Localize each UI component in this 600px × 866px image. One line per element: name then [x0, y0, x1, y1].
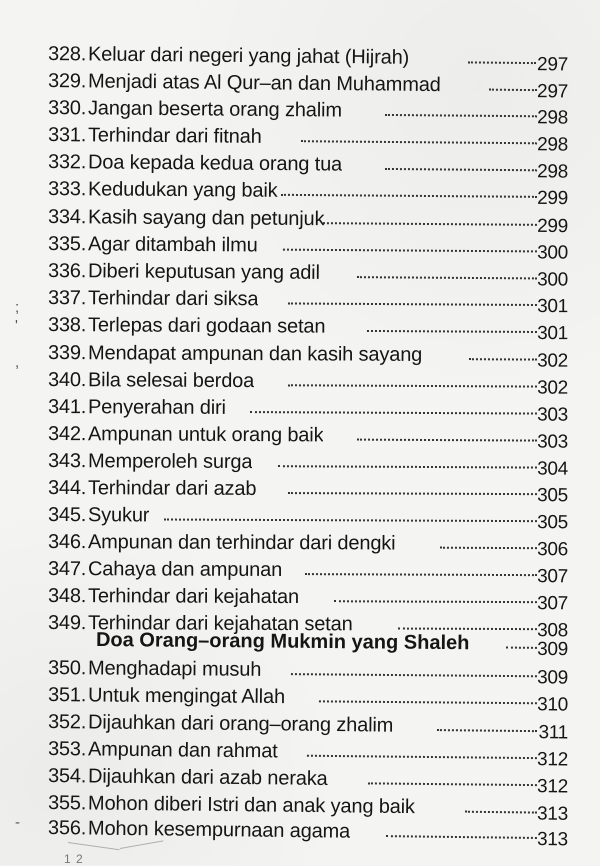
entry-number: 345. [47, 504, 87, 527]
entry-page-number: 297 [536, 81, 569, 103]
entry-title: Dijauhkan dari azab neraka [87, 765, 328, 790]
entry-title: Mohon diberi Istri dan anak yang baik [87, 792, 415, 819]
entry-number: 354. [47, 765, 87, 788]
entry-number: 328. [47, 43, 87, 66]
entry-number: 332. [47, 151, 87, 174]
dot-leader [368, 780, 537, 786]
toc-entry-338 [47, 313, 569, 345]
entry-number: 329. [47, 70, 87, 93]
dot-leader [385, 112, 537, 117]
entry-number: 330. [47, 97, 87, 120]
toc-entry-335 [47, 232, 569, 264]
entry-page-number: 307 [537, 593, 569, 615]
dot-leader [489, 87, 537, 92]
dot-leader [305, 571, 537, 576]
dot-leader [398, 626, 537, 631]
entry-page-number: 298 [537, 161, 569, 183]
entry-page-number: 300 [537, 269, 569, 291]
scan-mark: , [15, 354, 20, 371]
dot-leader [283, 247, 537, 253]
toc-entry-331 [47, 123, 569, 156]
dot-leader [291, 671, 537, 677]
dot-leader [278, 463, 537, 468]
toc-entry-345 [47, 503, 569, 534]
toc-entry-346 [47, 530, 569, 561]
section-heading-title: Doa Orang–orang Mukmin yang Shaleh [95, 629, 470, 655]
entry-page-number: 299 [537, 215, 569, 238]
entry-title: Terhindar dari siksa [87, 287, 259, 311]
dot-leader [465, 809, 537, 814]
entry-page-number: 304 [537, 458, 569, 480]
toc-entry-351 [47, 683, 569, 716]
dot-leader [288, 382, 537, 387]
entry-number: 344. [47, 477, 87, 500]
toc-entry-329 [47, 69, 569, 103]
entry-page-number: 301 [537, 295, 569, 318]
entry-number: 351. [47, 684, 87, 707]
entry-title: Menjadi atas Al Qur–an dan Muhammad [87, 70, 441, 97]
toc-entry-333 [47, 177, 569, 210]
entry-title: Cahaya dan ampunan [87, 558, 283, 582]
toc-entry-341 [47, 395, 569, 426]
entry-title: Ampunan dan terhindar dari dengki [87, 531, 396, 555]
entry-title: Ampunan dan rahmat [87, 738, 278, 763]
dot-leader [281, 192, 537, 198]
dot-leader [469, 356, 537, 360]
entry-page-number: 309 [537, 667, 569, 689]
entry-page-number: 298 [537, 134, 569, 156]
dot-leader [385, 166, 537, 171]
toc-entry-343 [47, 449, 569, 480]
entry-number: 355. [47, 792, 87, 815]
dot-leader [250, 409, 537, 415]
partial-page-number: 1 2 [64, 852, 84, 866]
toc-entry-348 [47, 584, 569, 615]
dot-leader [440, 545, 537, 549]
scan-mark: - [15, 814, 20, 831]
entry-page-number: 299 [537, 187, 569, 210]
entry-title: Dijauhkan dari orang–orang zhalim [87, 711, 394, 737]
dot-leader [357, 437, 537, 442]
entry-number: 342. [47, 423, 87, 446]
toc-entry-344 [47, 476, 569, 507]
entry-title: Kasih sayang dan petunjuk [87, 206, 325, 231]
entry-number: 349. [47, 612, 87, 635]
entry-title: Menghadapi musuh [87, 657, 262, 681]
entry-title: Terlepas dari godaan setan [87, 314, 326, 338]
entry-title: Keluar dari negeri yang jahat (Hijrah) [87, 43, 410, 69]
entry-number: 353. [47, 738, 87, 761]
toc-entry-354 [47, 764, 569, 798]
toc-entry-352 [47, 710, 569, 744]
dot-leader [506, 645, 537, 649]
toc-entry-336 [47, 259, 569, 291]
entry-number: 335. [47, 233, 87, 256]
dot-leader [386, 833, 537, 839]
dot-leader [301, 138, 537, 144]
toc-entry-339 [47, 341, 569, 372]
scan-mark: ' [15, 317, 18, 334]
dot-leader [468, 59, 536, 64]
entry-page-number: 313 [536, 828, 569, 851]
entry-title: Ampunan untuk orang baik [87, 423, 324, 447]
toc-entry-353 [47, 737, 569, 771]
entry-number: 352. [47, 711, 87, 734]
entry-title: Mendapat ampunan dan kasih sayang [87, 342, 423, 366]
entry-number: 348. [47, 585, 87, 608]
entry-page-number: 298 [537, 107, 569, 129]
entry-title: Agar ditambah ilmu [87, 233, 258, 257]
toc-entry-328 [47, 42, 569, 76]
toc-entry-356 [47, 816, 569, 851]
entry-number: 338. [47, 314, 87, 337]
entry-page-number: 302 [537, 350, 569, 372]
entry-title: Terhindar dari fitnah [87, 124, 262, 148]
entry-title: Kedudukan yang baik [87, 178, 278, 202]
entry-title: Doa kepada kedua orang tua [87, 151, 343, 176]
dot-leader [288, 490, 537, 495]
entry-title: Bila selesai berdoa [87, 369, 255, 393]
toc-entry-330 [47, 96, 569, 129]
entry-page-number: 297 [536, 54, 569, 76]
entry-page-number: 312 [536, 776, 569, 798]
section-heading-page-number: 309 [537, 638, 569, 661]
toc-entry-342 [47, 422, 569, 453]
dot-leader [367, 328, 537, 333]
entry-title: Penyerahan diri [87, 396, 226, 419]
dot-leader [164, 517, 537, 523]
entry-number: 339. [47, 342, 87, 365]
entry-title: Terhindar dari kejahatan setan [87, 612, 353, 636]
dot-leader [288, 300, 537, 306]
entry-title: Diberi keputusan yang adil [87, 260, 320, 284]
toc-entry-347 [47, 557, 569, 588]
entry-title: Mohon kesempurnaan agama [87, 817, 351, 843]
dot-leader [437, 727, 537, 732]
entry-number: 336. [47, 260, 87, 283]
entry-page-number: 310 [537, 694, 569, 716]
entry-number: 341. [47, 396, 87, 419]
entry-number: 333. [47, 178, 87, 201]
entry-number: 350. [47, 657, 87, 680]
dot-leader [323, 220, 537, 226]
toc-entry-337 [47, 286, 569, 318]
entry-page-number: 303 [537, 404, 569, 426]
entry-title: Memperoleh surga [87, 450, 253, 474]
entry-page-number: 308 [537, 620, 569, 642]
entry-page-number: 305 [537, 512, 569, 534]
dot-leader [307, 753, 537, 759]
entry-number: 337. [47, 287, 87, 310]
entry-page-number: 307 [537, 566, 569, 588]
entry-title: Terhindar dari azab [87, 477, 257, 500]
entry-title: Syukur [87, 504, 150, 527]
entry-page-number: 312 [536, 749, 569, 771]
entry-page-number: 306 [537, 539, 569, 561]
entry-title: Terhindar dari kejahatan [87, 585, 300, 609]
entry-number: 346. [47, 531, 87, 554]
entry-page-number: 303 [537, 431, 569, 453]
entry-number: 343. [47, 450, 87, 473]
section-heading [95, 628, 569, 661]
entry-page-number: 311 [538, 722, 569, 744]
toc-entry-334 [47, 205, 569, 238]
entry-page-number: 305 [537, 485, 569, 507]
scan-mark: ; [15, 299, 20, 316]
entry-page-number: 302 [537, 377, 569, 399]
entry-number: 347. [47, 558, 87, 581]
dot-leader [319, 698, 537, 704]
toc-entry-332 [47, 150, 569, 183]
entry-page-number: 313 [536, 803, 569, 825]
entry-number: 334. [47, 206, 87, 229]
toc-entry-350 [47, 656, 569, 689]
entry-title: Jangan beserta orang zhalim [87, 97, 342, 122]
entry-page-number: 300 [537, 242, 569, 264]
toc-entry-340 [47, 368, 569, 399]
entry-number: 356. [47, 817, 87, 840]
dot-leader [334, 598, 537, 603]
entry-number: 340. [47, 369, 87, 392]
entry-number: 331. [47, 124, 87, 147]
entry-title: Untuk mengingat Allah [87, 684, 286, 709]
entry-page-number: 301 [537, 322, 569, 345]
dot-leader [357, 274, 537, 279]
